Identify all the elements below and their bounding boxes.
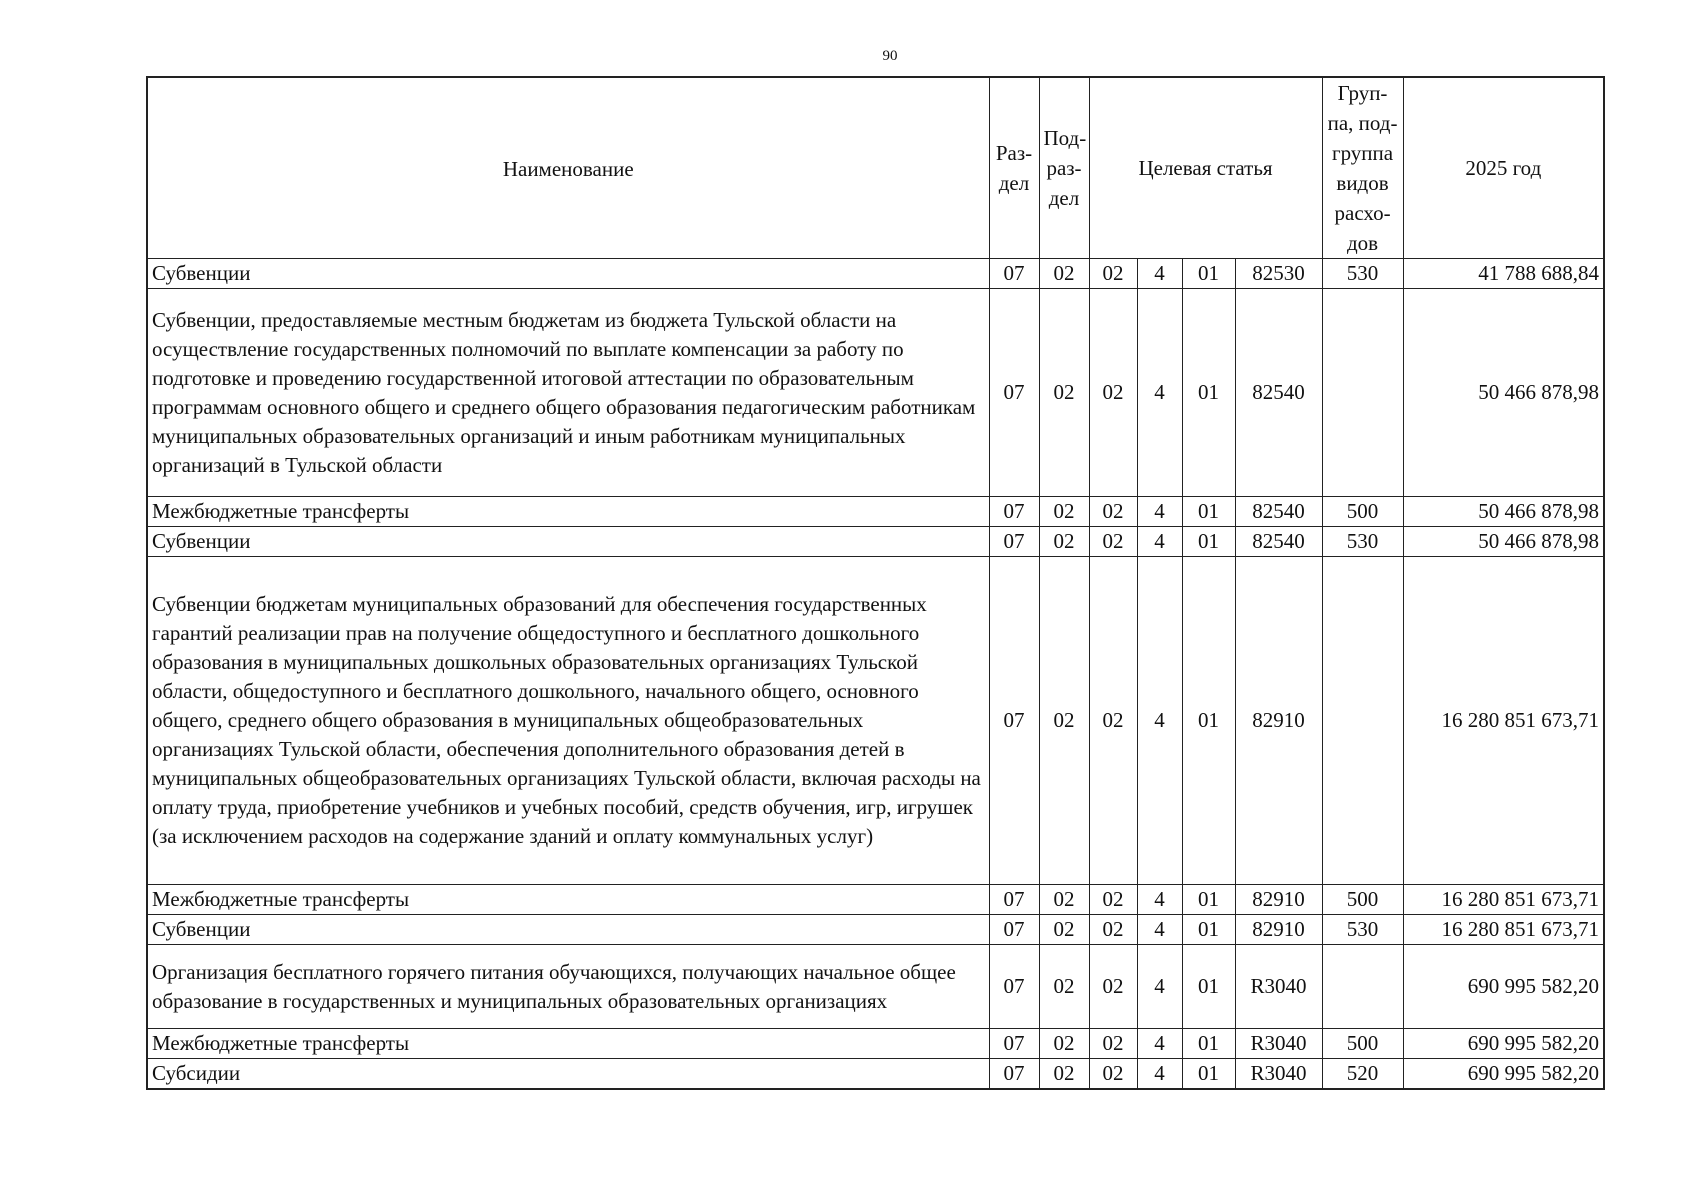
table-row xyxy=(147,497,1604,527)
cell-name: Субвенции xyxy=(147,527,989,557)
budget-table xyxy=(146,76,1605,1090)
cell-amount: 16 280 851 673,71 xyxy=(1403,885,1604,915)
page-number: 90 xyxy=(882,48,898,64)
header-row xyxy=(147,77,1604,259)
cell-ts4: R3040 xyxy=(1235,1059,1322,1090)
cell-pr: 02 xyxy=(1039,1029,1089,1059)
header-subsection: Под- раз- дел xyxy=(1039,77,1089,259)
cell-ts4: 82540 xyxy=(1235,527,1322,557)
cell-rz: 07 xyxy=(989,259,1039,289)
cell-amount: 16 280 851 673,71 xyxy=(1403,915,1604,945)
cell-ts4: 82910 xyxy=(1235,557,1322,885)
cell-ts3: 01 xyxy=(1182,527,1235,557)
table-row xyxy=(147,557,1604,885)
cell-ts2: 4 xyxy=(1137,1029,1182,1059)
cell-vr xyxy=(1322,289,1403,497)
cell-rz: 07 xyxy=(989,289,1039,497)
cell-name: Межбюджетные трансферты xyxy=(147,497,989,527)
cell-ts1: 02 xyxy=(1089,1059,1137,1090)
cell-vr: 530 xyxy=(1322,915,1403,945)
cell-ts1: 02 xyxy=(1089,289,1137,497)
cell-ts3: 01 xyxy=(1182,497,1235,527)
cell-ts4: R3040 xyxy=(1235,945,1322,1029)
cell-vr: 500 xyxy=(1322,497,1403,527)
cell-name: Межбюджетные трансферты xyxy=(147,885,989,915)
table-row xyxy=(147,915,1604,945)
table-row xyxy=(147,259,1604,289)
cell-rz: 07 xyxy=(989,1029,1039,1059)
cell-vr: 500 xyxy=(1322,885,1403,915)
cell-name: Субвенции xyxy=(147,915,989,945)
cell-name: Субвенции xyxy=(147,259,989,289)
cell-ts4: 82540 xyxy=(1235,497,1322,527)
cell-pr: 02 xyxy=(1039,557,1089,885)
cell-ts3: 01 xyxy=(1182,945,1235,1029)
cell-ts2: 4 xyxy=(1137,885,1182,915)
table-row xyxy=(147,1029,1604,1059)
cell-rz: 07 xyxy=(989,497,1039,527)
cell-amount: 690 995 582,20 xyxy=(1403,1059,1604,1090)
table-row xyxy=(147,945,1604,1029)
header-expense-group: Груп- па, под- группа видов расхо- дов xyxy=(1322,77,1403,259)
cell-ts2: 4 xyxy=(1137,289,1182,497)
cell-ts4: 82540 xyxy=(1235,289,1322,497)
cell-ts4: 82910 xyxy=(1235,885,1322,915)
table-row xyxy=(147,1059,1604,1090)
header-year: 2025 год xyxy=(1403,77,1604,259)
cell-ts2: 4 xyxy=(1137,557,1182,885)
cell-ts1: 02 xyxy=(1089,527,1137,557)
cell-ts3: 01 xyxy=(1182,557,1235,885)
cell-amount: 50 466 878,98 xyxy=(1403,289,1604,497)
header-target-article: Целевая статья xyxy=(1089,77,1322,259)
cell-ts2: 4 xyxy=(1137,527,1182,557)
cell-rz: 07 xyxy=(989,1059,1039,1090)
cell-name: Субвенции бюджетам муниципальных образований для обеспечения государственных гарантий реализации прав на получение общедоступного и бесплатного дошкольного образования в муниципальных дошкольных образовательных организациях Тульской области, общедоступного и бесплатного дошкольного, начального общего, основного общего, среднего общего образования в муниципальных общеобразовательных организациях Тульской области, обеспечения дополнительного образования детей в муниципальных общеобразовательных организациях Тульской области, включая расходы на оплату труда, приобретение учебников и учебных пособий, средств обучения, игр, игрушек (за исключением расходов на содержание зданий и оплату коммунальных услуг) xyxy=(147,557,989,885)
cell-vr xyxy=(1322,945,1403,1029)
cell-ts1: 02 xyxy=(1089,1029,1137,1059)
cell-ts4: R3040 xyxy=(1235,1029,1322,1059)
cell-ts1: 02 xyxy=(1089,915,1137,945)
cell-ts3: 01 xyxy=(1182,259,1235,289)
cell-name: Субсидии xyxy=(147,1059,989,1090)
cell-rz: 07 xyxy=(989,557,1039,885)
cell-amount: 41 788 688,84 xyxy=(1403,259,1604,289)
cell-amount: 690 995 582,20 xyxy=(1403,1029,1604,1059)
cell-vr: 500 xyxy=(1322,1029,1403,1059)
cell-ts1: 02 xyxy=(1089,557,1137,885)
cell-ts3: 01 xyxy=(1182,289,1235,497)
cell-ts2: 4 xyxy=(1137,497,1182,527)
cell-amount: 16 280 851 673,71 xyxy=(1403,557,1604,885)
cell-pr: 02 xyxy=(1039,259,1089,289)
cell-ts2: 4 xyxy=(1137,915,1182,945)
table-row xyxy=(147,527,1604,557)
cell-ts2: 4 xyxy=(1137,1059,1182,1090)
cell-ts4: 82530 xyxy=(1235,259,1322,289)
cell-rz: 07 xyxy=(989,945,1039,1029)
cell-amount: 690 995 582,20 xyxy=(1403,945,1604,1029)
cell-pr: 02 xyxy=(1039,945,1089,1029)
cell-name: Межбюджетные трансферты xyxy=(147,1029,989,1059)
cell-pr: 02 xyxy=(1039,527,1089,557)
cell-name: Субвенции, предоставляемые местным бюджетам из бюджета Тульской области на осуществление государственных полномочий по выплате компенсации за работу по подготовке и проведению государственной итоговой аттестации по образовательным программам основного общего и среднего общего образования педагогическим работникам муниципальных образовательных организаций и иным работникам муниципальных организаций в Тульской области xyxy=(147,289,989,497)
cell-ts1: 02 xyxy=(1089,259,1137,289)
cell-pr: 02 xyxy=(1039,885,1089,915)
cell-amount: 50 466 878,98 xyxy=(1403,497,1604,527)
cell-pr: 02 xyxy=(1039,497,1089,527)
cell-name: Организация бесплатного горячего питания обучающихся, получающих начальное общее образование в государственных и муниципальных образовательных организациях xyxy=(147,945,989,1029)
cell-ts3: 01 xyxy=(1182,1029,1235,1059)
cell-ts1: 02 xyxy=(1089,945,1137,1029)
cell-rz: 07 xyxy=(989,527,1039,557)
cell-pr: 02 xyxy=(1039,915,1089,945)
header-name: Наименование xyxy=(147,77,989,259)
cell-ts1: 02 xyxy=(1089,885,1137,915)
cell-ts1: 02 xyxy=(1089,497,1137,527)
cell-rz: 07 xyxy=(989,915,1039,945)
cell-ts2: 4 xyxy=(1137,259,1182,289)
cell-pr: 02 xyxy=(1039,1059,1089,1090)
header-section: Раз- дел xyxy=(989,77,1039,259)
cell-vr: 530 xyxy=(1322,259,1403,289)
cell-ts4: 82910 xyxy=(1235,915,1322,945)
table-row xyxy=(147,885,1604,915)
cell-ts3: 01 xyxy=(1182,885,1235,915)
cell-ts2: 4 xyxy=(1137,945,1182,1029)
cell-pr: 02 xyxy=(1039,289,1089,497)
cell-amount: 50 466 878,98 xyxy=(1403,527,1604,557)
cell-vr xyxy=(1322,557,1403,885)
table-row xyxy=(147,289,1604,497)
cell-rz: 07 xyxy=(989,885,1039,915)
cell-ts3: 01 xyxy=(1182,1059,1235,1090)
cell-vr: 520 xyxy=(1322,1059,1403,1090)
cell-vr: 530 xyxy=(1322,527,1403,557)
cell-ts3: 01 xyxy=(1182,915,1235,945)
